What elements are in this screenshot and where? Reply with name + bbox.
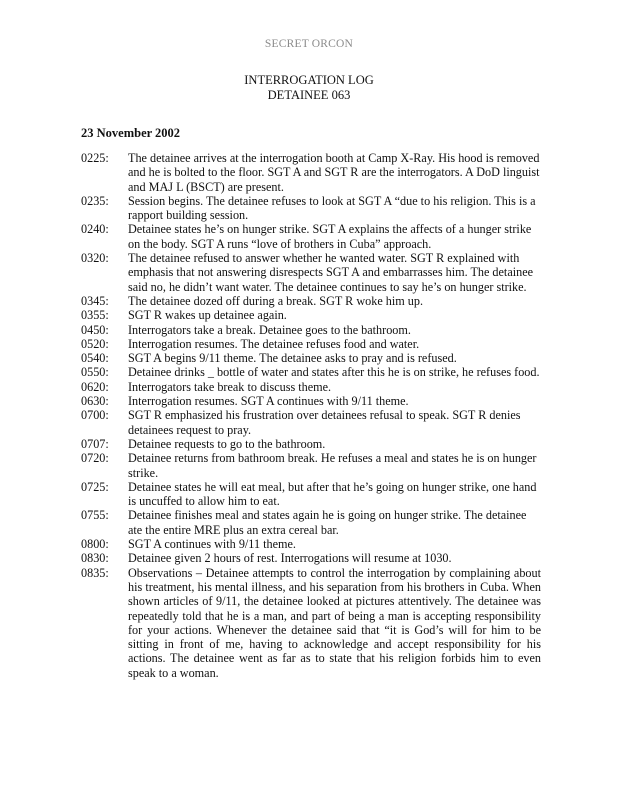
- entry-text: Interrogators take break to discuss theme.: [128, 379, 332, 394]
- log-entry: [81, 394, 541, 408]
- entry-time: 0725:: [81, 479, 109, 494]
- log-date: 23 November 2002: [81, 126, 181, 140]
- entry-time: 0835:: [81, 565, 109, 580]
- log-entry: [81, 451, 541, 480]
- entry-time: 0800:: [81, 537, 109, 552]
- log-entry: [81, 323, 541, 337]
- entry-time: 0707:: [81, 436, 109, 451]
- entry-text: SGT A begins 9/11 theme. The detainee asks to pray and is refused.: [128, 351, 457, 366]
- entry-time: 0520:: [81, 336, 109, 351]
- entry-time: 0720:: [81, 451, 109, 466]
- classification-marking: SECRET ORCON: [264, 38, 354, 50]
- entry-time: 0345:: [81, 293, 109, 308]
- log-entry: [81, 537, 541, 551]
- entry-text: The detainee arrives at the interrogation booth at Camp X-Ray. His hood is removed and he is bolted to the floor. SGT A and SGT R are the interrogators. A DoD linguist and MAJ L (BSCT) are present.: [128, 151, 540, 194]
- log-entry: [81, 337, 541, 351]
- entry-time: 0320:: [81, 251, 109, 266]
- entry-time: 0240:: [81, 222, 109, 237]
- entry-text: Detainee states he’s on hunger strike. SGT A explains the affects of a hunger strike on the body. SGT A runs “love of brothers in Cuba” approach.: [128, 222, 532, 251]
- entry-time: 0700:: [81, 408, 109, 423]
- entry-time: 0235:: [81, 193, 109, 208]
- entry-text: Session begins. The detainee refuses to look at SGT A “due to his religion. This is a rapport building session.: [128, 193, 536, 223]
- entry-time: 0830:: [81, 551, 109, 566]
- log-entry: [81, 551, 541, 565]
- entry-time: 0550:: [81, 365, 109, 380]
- log-entry: [81, 437, 541, 451]
- entry-text: Detainee requests to go to the bathroom.: [128, 436, 326, 451]
- entry-text: SGT A continues with 9/11 theme.: [128, 537, 296, 552]
- entry-time: 0755:: [81, 508, 109, 523]
- log-entry: [81, 294, 541, 308]
- log-entry: [81, 380, 541, 394]
- entry-text: Detainee given 2 hours of rest. Interrogations will resume at 1030.: [128, 551, 452, 566]
- entry-time: 0620:: [81, 379, 109, 394]
- entry-text: SGT R wakes up detainee again.: [128, 308, 287, 323]
- log-entry: [81, 480, 541, 509]
- entry-time: 0225:: [81, 151, 109, 165]
- entry-text: Detainee finishes meal and states again he is going on hunger strike. The detainee ate the entire MRE plus an extra cereal bar.: [128, 508, 527, 537]
- entry-time: 0630:: [81, 394, 109, 409]
- log-entry: [81, 251, 541, 294]
- entry-text: Interrogators take a break. Detainee goes to the bathroom.: [128, 322, 411, 337]
- entry-time: 0450:: [81, 322, 109, 337]
- log-entry: [81, 308, 541, 322]
- entry-time: 0355:: [81, 308, 109, 323]
- document-title-block: [0, 73, 618, 103]
- entry-text: The detainee dozed off during a break. SGT R woke him up.: [128, 293, 424, 308]
- log-entry: [81, 351, 541, 365]
- entry-text: Interrogation resumes. The detainee refuses food and water.: [128, 336, 420, 351]
- log-entry: [81, 222, 541, 251]
- entry-text: Interrogation resumes. SGT A continues with 9/11 theme.: [128, 394, 409, 409]
- entry-text: The detainee refused to answer whether he wanted water. SGT R explained with emphasis that not answering disrespects SGT A and embarrasses him. The detainee said no, he didn’t want water. The detainee continues to say he’s on hunger strike.: [128, 251, 534, 294]
- log-entry: [81, 508, 541, 537]
- entry-text: Detainee drinks _ bottle of water and states after this he is on strike, he refuses food.: [128, 365, 540, 380]
- log-entry: [81, 566, 541, 680]
- entry-text: Observations – Detainee attempts to control the interrogation by complaining about his treatment, his mental illness, and his separation from his brothers in Cuba. When shown articles of 9/11, the detainee looked at pictures attentively. The detainee was repeatedly told that he is a man, and part of being a man is accepting responsibility for your actions. Whenever the detainee said that “it is God’s will for him to be sitting in front of me, having to acknowledge and accept responsibility for his actions. The detainee went as far as to state that his religion forbids him to even speak to a woman.: [128, 565, 541, 680]
- log-entry: [81, 365, 541, 379]
- log-entries: [81, 151, 541, 680]
- entry-text: SGT R emphasized his frustration over detainees refusal to speak. SGT R denies detainees request to pray.: [128, 408, 521, 437]
- entry-text: Detainee returns from bathroom break. He refuses a meal and states he is on hunger strike.: [128, 451, 537, 480]
- entry-time: 0540:: [81, 351, 109, 366]
- document-title: INTERROGATION LOG: [244, 73, 374, 87]
- document-subtitle: DETAINEE 063: [267, 88, 351, 102]
- entry-text: Detainee states he will eat meal, but after that he’s going on hunger strike, one hand is uncuffed to allow him to eat.: [128, 479, 537, 509]
- log-entry: [81, 151, 541, 194]
- log-entry: [81, 194, 541, 223]
- log-entry: [81, 408, 541, 437]
